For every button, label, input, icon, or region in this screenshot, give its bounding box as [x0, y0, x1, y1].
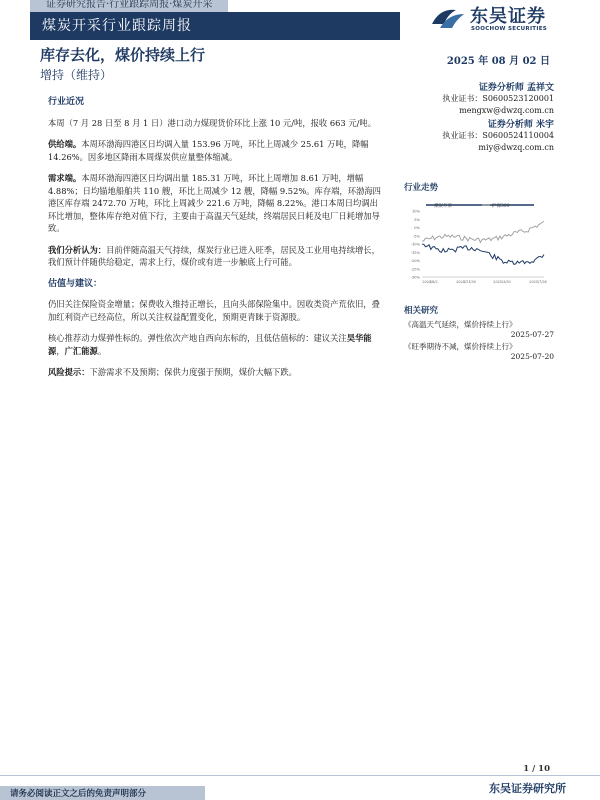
license-label: 执业证书：: [442, 131, 483, 140]
analyst-email[interactable]: miy@dwzq.com.cn: [478, 143, 554, 152]
related-item-name: 《旺季期待不减，煤价持续上行》: [404, 342, 517, 351]
y-tick-label: -30%: [410, 275, 420, 280]
recommendation-end: 。: [97, 345, 107, 356]
analysis-text: 目前伴随高温天气持续，煤炭行业已进入旺季，居民及工业用电持续增长，我们预计伴随供给稳定，需求上行，煤价或有进一步触底上行可能。: [48, 244, 380, 267]
report-headline: 库存去化，煤价持续上行: [40, 46, 206, 64]
supply-text: 本周环渤海四港区日均调入量 153.96 万吨，环比上周减少 25.61 万吨，降幅 14.26%。因多地区降雨本周煤炭供应量整体缩减。: [48, 139, 369, 162]
trend-chart: [404, 197, 554, 289]
recommendation-sep: ，: [56, 345, 65, 356]
license-number: S0600523120001: [482, 94, 554, 103]
demand-label: 需求端。: [48, 173, 82, 183]
analyst-email[interactable]: mengxw@dwzq.com.cn: [459, 106, 554, 115]
paragraph-analysis: [48, 244, 386, 269]
paragraph-recommendation: [48, 332, 386, 357]
analyst-panel: [408, 80, 554, 154]
paragraph-demand: [48, 172, 386, 235]
footer-divider: [0, 775, 600, 776]
section-title-valuation: 估值与建议：: [48, 278, 103, 289]
paragraph-risk: [48, 366, 386, 379]
company-logo: [430, 2, 565, 38]
stock-pick-1: 昊华能源: [48, 333, 372, 356]
y-tick-label: 0%: [414, 226, 420, 230]
logo-english-name: SOOCHOW SECURITIES: [471, 26, 548, 32]
legend-hs300: 沪深300: [492, 204, 510, 209]
institute-name: 东吴证券研究所: [489, 782, 566, 795]
x-tick-label: 2025/7/28: [529, 280, 547, 284]
y-tick-label: -5%: [413, 234, 420, 239]
analyst-title: 证券分析师 米宇: [487, 120, 554, 130]
paragraph-insurance: 仍旧关注保险资金增量；保费收入维持正增长，且向头部保险集中。因收类资产荒依旧，叠加红利资产已经高位，所以关注权益配置变化，预期更青睐于资源股。: [48, 299, 380, 322]
related-research-list: [404, 320, 554, 364]
y-tick-label: -20%: [410, 259, 420, 263]
x-tick-label: 2024/11/30: [456, 280, 476, 284]
supply-label: 供给端。: [48, 139, 82, 149]
y-tick-label: 10%: [412, 209, 420, 214]
license-number: S0600524110004: [482, 131, 554, 140]
y-tick-label: -25%: [410, 267, 420, 272]
rating: 增持（维持）: [40, 68, 113, 82]
page-number: 1 / 10: [523, 764, 550, 774]
y-tick-label: -10%: [410, 242, 420, 247]
analyst-block: [408, 117, 554, 154]
section-title-industry: 行业近况: [48, 97, 85, 107]
license-label: 执业证书：: [442, 94, 483, 103]
analyst-title: 证券分析师 孟祥文: [478, 83, 554, 93]
risk-label: 风险提示：: [48, 367, 90, 377]
paragraph-price: 本周（7 月 28 日至 8 月 1 日）港口动力煤现货价环比上涨 10 元/吨，报收 663 元/吨。: [48, 117, 377, 128]
related-item-date: 2025-07-20: [510, 352, 554, 361]
main-body: [48, 96, 386, 384]
related-item[interactable]: [404, 320, 554, 340]
analyst-license: [408, 130, 554, 142]
stock-pick-2: 广汇能源: [64, 345, 98, 356]
trend-chart-title: 行业走势: [404, 183, 439, 193]
related-item-name: 《高温天气延续，煤价持续上行》: [404, 320, 517, 329]
demand-text: 本周环渤海四港区日均调出量 185.31 万吨，环比上周增加 8.61 万吨，增幅 4.88%；日均锚地船舶共 110 艘，环比上周减少 12 艘，降幅 9.52%。库存端，环渤海四港区库存端 2472.70 万吨，环比上周减少 221.6 万吨，降幅 8.22%。港口本周日均调出环比增加，整体库存绝对值下行，主要由于高温天气延续，终端居民日耗及电厂日耗增加导致。: [48, 173, 381, 233]
related-item-date: 2025-07-27: [510, 330, 554, 339]
y-tick-label: -15%: [410, 250, 420, 255]
paragraph-supply: [48, 138, 386, 163]
related-research-title: 相关研究: [404, 306, 439, 316]
report-type-tab: 证券研究报告·行业跟踪周报·煤炭开采: [30, 0, 228, 12]
analyst-block: [408, 80, 554, 117]
report-banner: 煤炭开采行业跟踪周报: [30, 12, 400, 40]
related-item[interactable]: [404, 342, 554, 362]
report-date: 2025 年 08 月 02 日: [446, 56, 550, 67]
x-tick-label: 2024/8/2: [422, 280, 438, 284]
x-tick-label: 2025/3/30: [493, 280, 511, 284]
logo-name: 东吴证券: [470, 6, 546, 27]
y-tick-label: 5%: [414, 217, 420, 222]
recommendation-text: 核心推荐动力煤弹性标的。弹性依次产地自西向东标的，且低估值标的：建议关注: [48, 333, 347, 343]
logo-icon: [430, 2, 466, 32]
disclaimer-note: 请务必阅读正文之后的免责声明部分: [0, 786, 205, 800]
analysis-label: 我们分析认为：: [48, 244, 107, 255]
risk-text: 下游需求不及预期；保供力度强于预期，煤价大幅下跌。: [89, 367, 297, 377]
analyst-license: [408, 93, 554, 105]
legend-coal: 煤炭开采: [434, 204, 452, 209]
